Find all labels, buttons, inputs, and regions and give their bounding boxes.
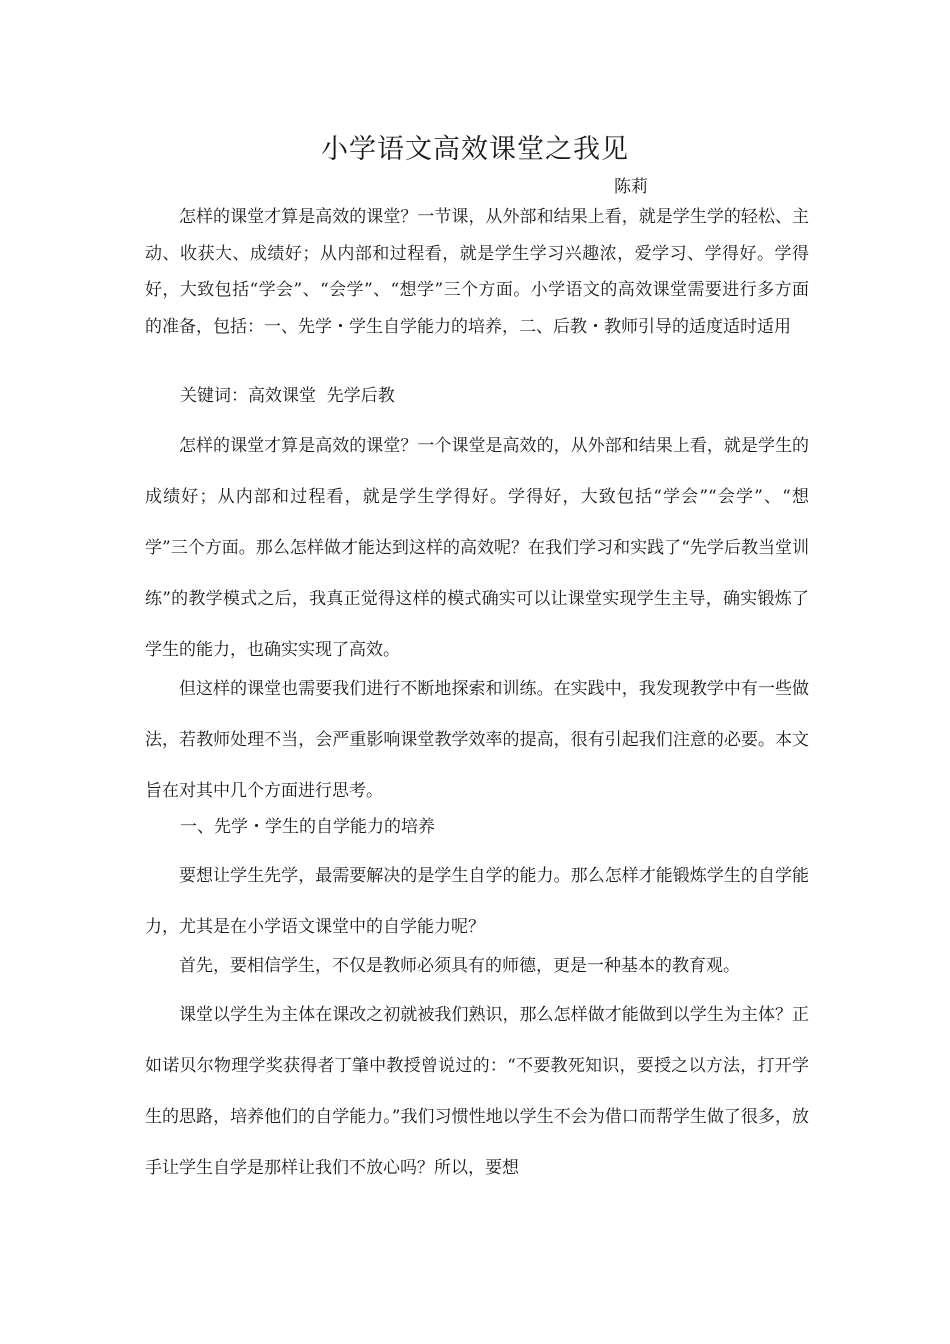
section1-paragraph-1: 要想让学生先学，最需要解决的是学生自学的能力。那么怎样才能锻炼学生的自学能力，尤其是在小学语文课堂中的自学能力呢？ <box>145 866 809 937</box>
document-title: 小学语文高效课堂之我见 <box>321 134 629 165</box>
section-heading-1: 一、先学・学生的自学能力的培养 <box>180 817 435 837</box>
section1-paragraph-3: 课堂以学生为主体在课改之初就被我们熟识，那么怎样做才能做到以学生为主体？正如诺贝尔物理学奖获得者丁肇中教授曾说过的：“不要教死知识，要授之以方法，打开学生的思路，培养他们的自学能力。”我们习惯性地以学生不会为借口而帮学生做了很多，放手让学生自学是那样让我们不放心吗？所以，要想 <box>145 1005 809 1178</box>
abstract-paragraph: 怎样的课堂才算是高效的课堂？一节课，从外部和结果上看，就是学生学的轻松、主动、收获大、成绩好；从内部和过程看，就是学生学习兴趣浓，爱学习、学得好。学得好，大致包括“学会”、“会学”、“想学”三个方面。小学语文的高效课堂需要进行多方面的准备，包括：一、先学・学生自学能力的培养，二、后教・教师引导的适度适时适用 <box>145 207 809 337</box>
body-paragraph-2: 但这样的课堂也需要我们进行不断地探索和训练。在实践中，我发现教学中有一些做法，若教师处理不当，会严重影响课堂教学效率的提高，很有引起我们注意的必要。本文旨在对其中几个方面进行思考。 <box>145 679 809 801</box>
author-name: 陈莉 <box>614 177 648 197</box>
section1-paragraph-2: 首先，要相信学生，不仅是教师必须具有的师德，更是一种基本的教育观。 <box>179 956 740 976</box>
body-paragraph-1: 怎样的课堂才算是高效的课堂？一个课堂是高效的，从外部和结果上看，就是学生的成绩好；从内部和过程看，就是学生学得好。学得好，大致包括“学会”“会学”、“想学”三个方面。那么怎样做才能达到这样的高效呢？在我们学习和实践了“先学后教当堂训练”的教学模式之后，我真正觉得这样的模式确实可以让课堂实现学生主导，确实锻炼了学生的能力，也确实实现了高效。 <box>145 436 809 660</box>
keywords-line: 关键词：高效课堂 先学后教 <box>180 386 395 406</box>
